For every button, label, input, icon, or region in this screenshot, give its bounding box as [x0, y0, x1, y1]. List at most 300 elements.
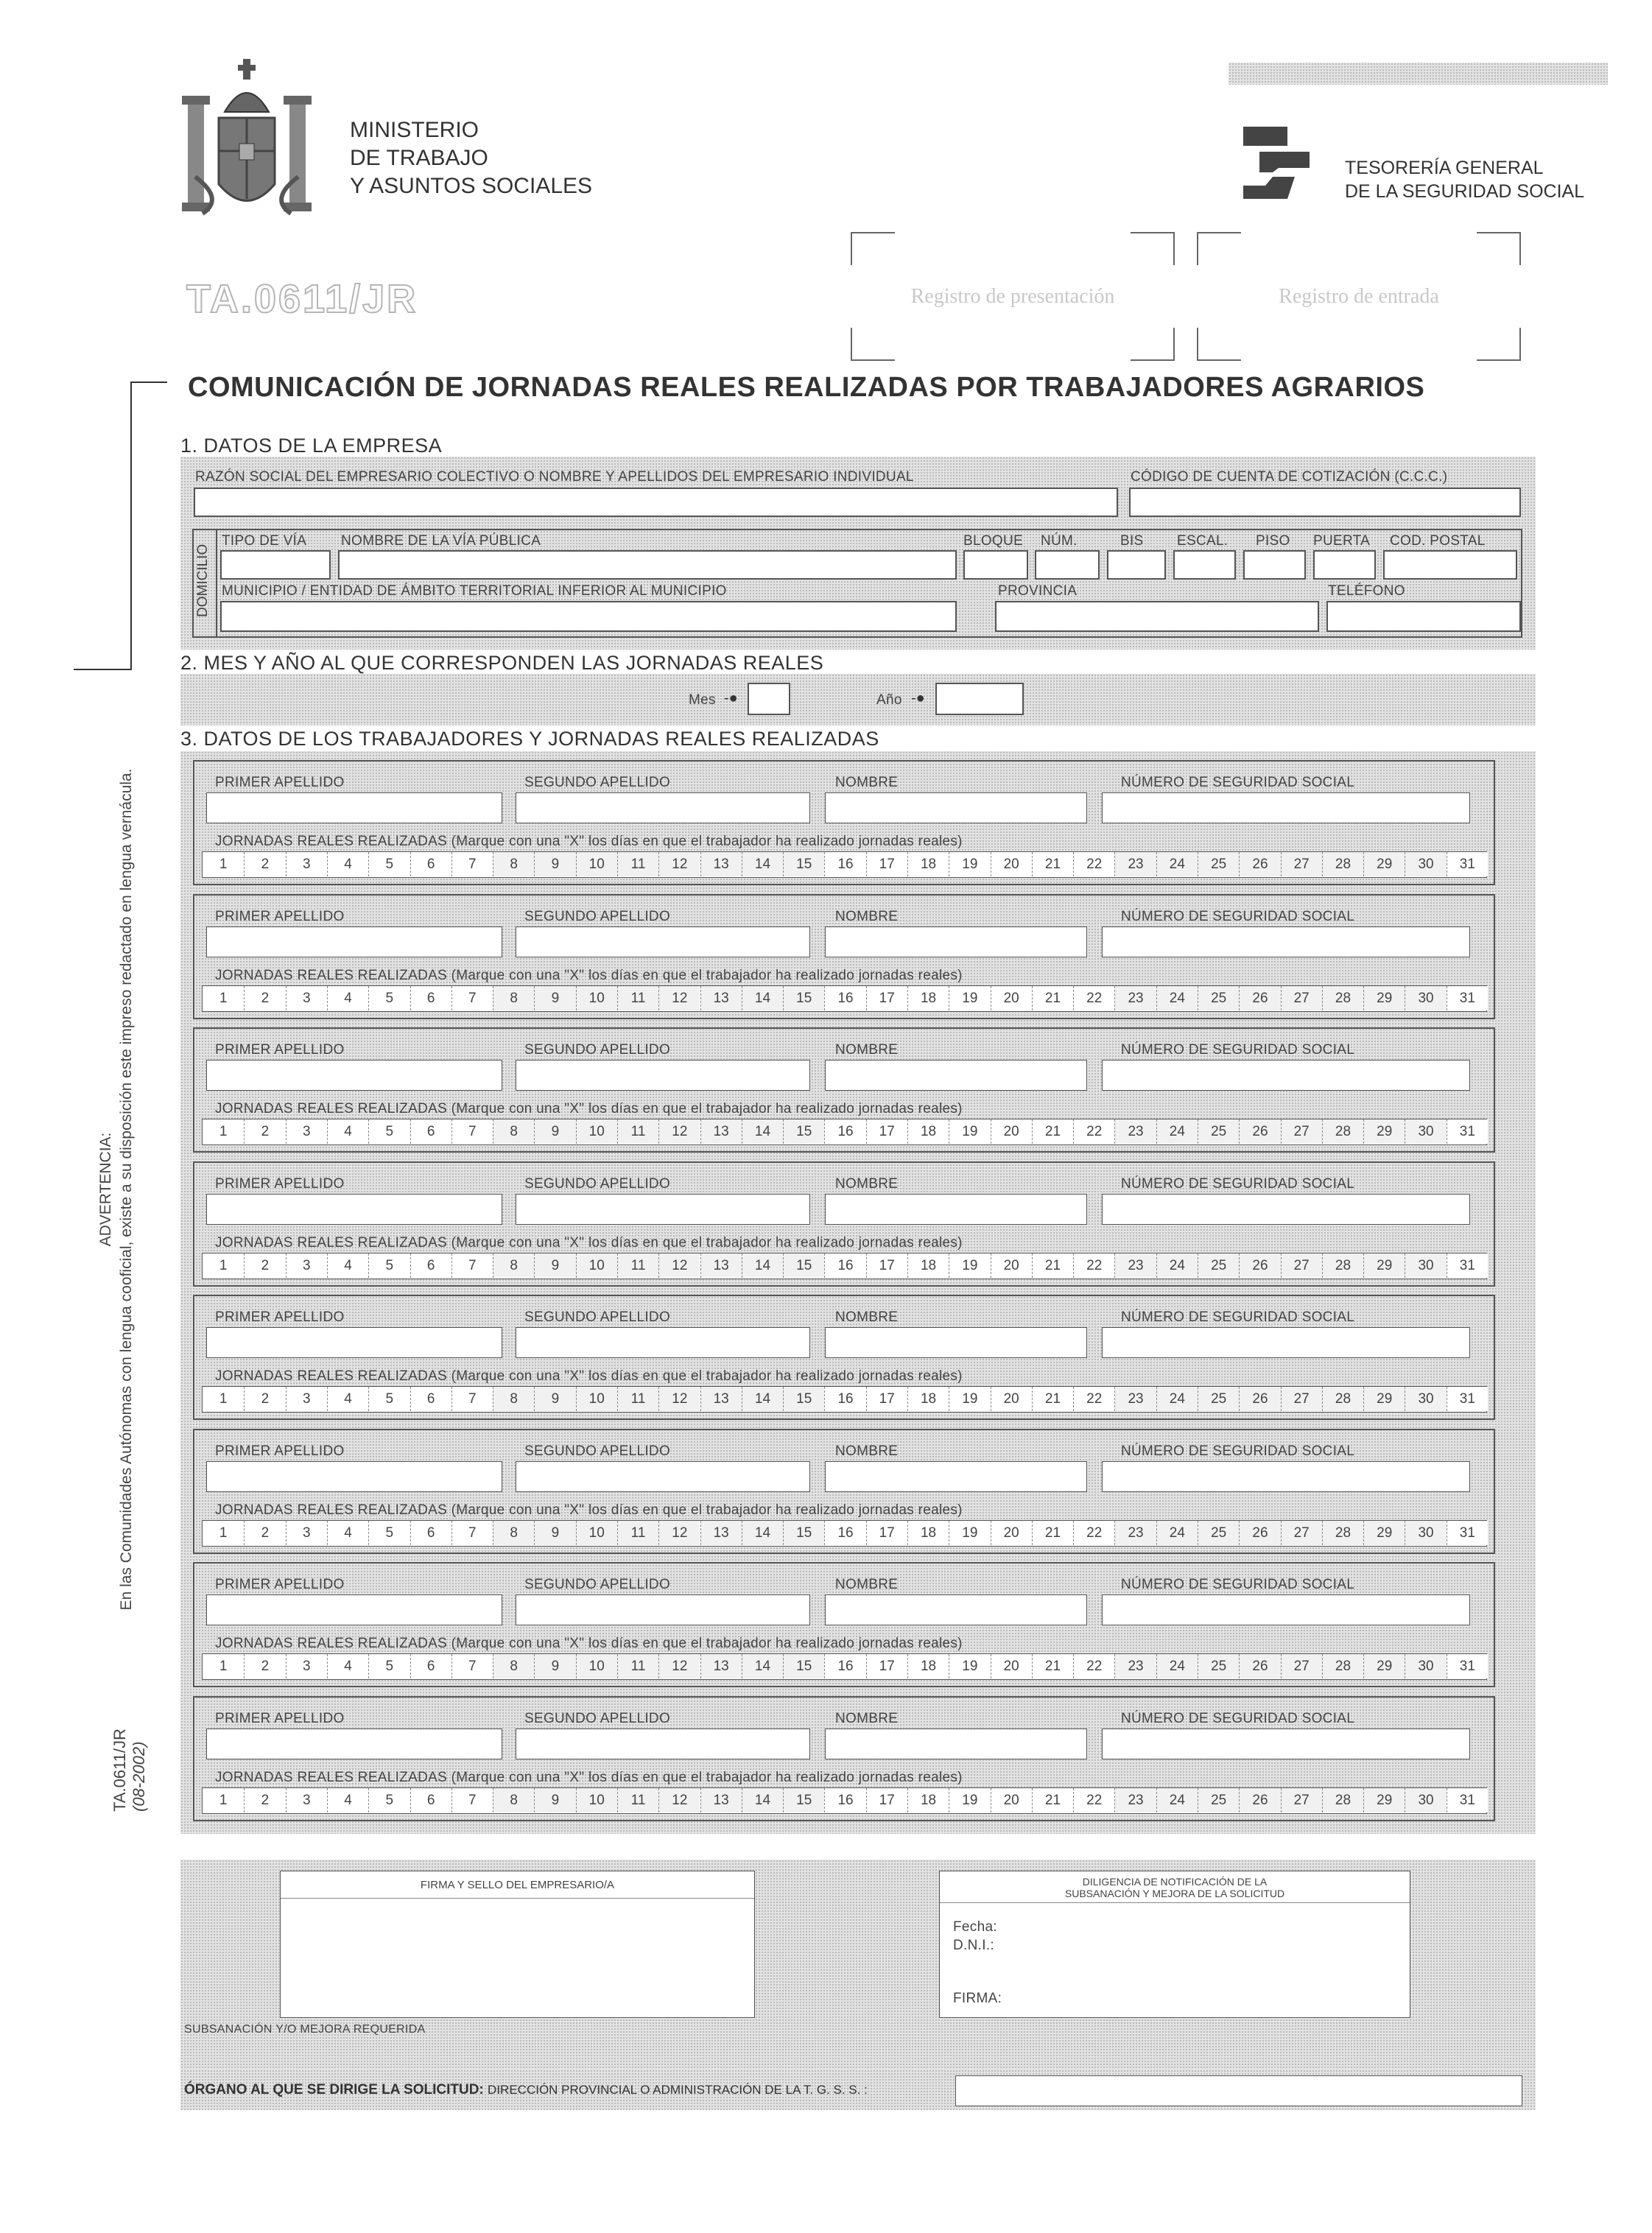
day-checkbox-22[interactable]: 22 [1073, 1119, 1114, 1144]
day-checkbox-25[interactable]: 25 [1198, 986, 1239, 1010]
nombre-via-field[interactable] [338, 550, 957, 580]
day-checkbox-9[interactable]: 9 [534, 1521, 575, 1545]
segundo-apellido-field[interactable] [516, 1594, 810, 1625]
day-checkbox-16[interactable]: 16 [824, 1119, 865, 1144]
day-checkbox-10[interactable]: 10 [576, 1521, 617, 1545]
segundo-apellido-field[interactable] [516, 1327, 810, 1358]
day-checkbox-11[interactable]: 11 [617, 1387, 658, 1411]
day-checkbox-8[interactable]: 8 [493, 1788, 534, 1812]
nss-field[interactable] [1102, 1060, 1470, 1091]
day-checkbox-20[interactable]: 20 [991, 1119, 1032, 1144]
primer-apellido-field[interactable] [206, 1060, 502, 1091]
day-checkbox-28[interactable]: 28 [1322, 1521, 1363, 1545]
day-checkbox-20[interactable]: 20 [991, 1654, 1032, 1678]
day-checkbox-24[interactable]: 24 [1156, 1654, 1198, 1678]
day-checkbox-6[interactable]: 6 [410, 1387, 451, 1411]
nombre-field[interactable] [825, 792, 1087, 823]
day-checkbox-26[interactable]: 26 [1239, 1253, 1280, 1278]
day-checkbox-26[interactable]: 26 [1239, 1788, 1280, 1812]
day-checkbox-11[interactable]: 11 [617, 1788, 658, 1812]
day-checkbox-30[interactable]: 30 [1405, 986, 1446, 1010]
day-checkbox-1[interactable]: 1 [203, 1521, 244, 1545]
day-checkbox-7[interactable]: 7 [451, 986, 493, 1010]
day-checkbox-2[interactable]: 2 [244, 1788, 285, 1812]
day-checkbox-12[interactable]: 12 [658, 852, 700, 876]
day-checkbox-17[interactable]: 17 [866, 1788, 907, 1812]
day-checkbox-14[interactable]: 14 [742, 1253, 783, 1278]
day-checkbox-3[interactable]: 3 [286, 1654, 327, 1678]
day-checkbox-27[interactable]: 27 [1281, 1387, 1322, 1411]
day-checkbox-15[interactable]: 15 [783, 1788, 824, 1812]
day-checkbox-12[interactable]: 12 [658, 1521, 700, 1545]
firma-sello-box[interactable] [280, 1871, 755, 2018]
day-checkbox-21[interactable]: 21 [1032, 1654, 1073, 1678]
day-checkbox-12[interactable]: 12 [658, 1119, 700, 1144]
day-checkbox-9[interactable]: 9 [534, 1119, 575, 1144]
day-checkbox-8[interactable]: 8 [493, 1654, 534, 1678]
nss-field[interactable] [1102, 1327, 1470, 1358]
day-checkbox-21[interactable]: 21 [1032, 1788, 1073, 1812]
day-checkbox-19[interactable]: 19 [949, 1387, 990, 1411]
day-checkbox-21[interactable]: 21 [1032, 1387, 1073, 1411]
day-checkbox-19[interactable]: 19 [949, 1253, 990, 1278]
day-checkbox-2[interactable]: 2 [244, 1119, 285, 1144]
day-checkbox-3[interactable]: 3 [286, 1387, 327, 1411]
day-checkbox-25[interactable]: 25 [1198, 852, 1239, 876]
day-checkbox-10[interactable]: 10 [576, 1119, 617, 1144]
day-checkbox-15[interactable]: 15 [783, 1253, 824, 1278]
day-checkbox-5[interactable]: 5 [368, 1788, 410, 1812]
day-checkbox-19[interactable]: 19 [949, 986, 990, 1010]
day-checkbox-28[interactable]: 28 [1322, 1788, 1363, 1812]
day-checkbox-26[interactable]: 26 [1239, 1119, 1280, 1144]
day-checkbox-13[interactable]: 13 [700, 1788, 742, 1812]
day-checkbox-23[interactable]: 23 [1114, 986, 1156, 1010]
day-checkbox-1[interactable]: 1 [203, 1654, 244, 1678]
day-checkbox-16[interactable]: 16 [824, 1788, 865, 1812]
day-checkbox-12[interactable]: 12 [658, 986, 700, 1010]
day-checkbox-18[interactable]: 18 [907, 1521, 949, 1545]
day-checkbox-30[interactable]: 30 [1405, 1788, 1446, 1812]
day-checkbox-17[interactable]: 17 [866, 1119, 907, 1144]
bloque-field[interactable] [963, 550, 1028, 580]
day-checkbox-13[interactable]: 13 [700, 1521, 742, 1545]
num-field[interactable] [1035, 550, 1100, 580]
day-checkbox-3[interactable]: 3 [286, 852, 327, 876]
day-checkbox-22[interactable]: 22 [1073, 1521, 1114, 1545]
day-checkbox-10[interactable]: 10 [576, 986, 617, 1010]
day-checkbox-29[interactable]: 29 [1363, 1253, 1405, 1278]
razon-social-field[interactable] [194, 488, 1118, 517]
day-checkbox-7[interactable]: 7 [451, 1387, 493, 1411]
day-checkbox-16[interactable]: 16 [824, 1387, 865, 1411]
day-checkbox-6[interactable]: 6 [410, 1253, 451, 1278]
day-checkbox-27[interactable]: 27 [1281, 1119, 1322, 1144]
day-checkbox-27[interactable]: 27 [1281, 1521, 1322, 1545]
day-checkbox-3[interactable]: 3 [286, 1521, 327, 1545]
day-checkbox-14[interactable]: 14 [742, 1788, 783, 1812]
day-checkbox-6[interactable]: 6 [410, 1654, 451, 1678]
day-checkbox-22[interactable]: 22 [1073, 1654, 1114, 1678]
day-checkbox-22[interactable]: 22 [1073, 986, 1114, 1010]
organo-field[interactable] [955, 2075, 1522, 2106]
day-checkbox-6[interactable]: 6 [410, 1119, 451, 1144]
day-checkbox-20[interactable]: 20 [991, 1788, 1032, 1812]
day-checkbox-10[interactable]: 10 [576, 1387, 617, 1411]
day-checkbox-26[interactable]: 26 [1239, 852, 1280, 876]
day-checkbox-9[interactable]: 9 [534, 852, 575, 876]
day-checkbox-30[interactable]: 30 [1405, 1387, 1446, 1411]
day-checkbox-9[interactable]: 9 [534, 1654, 575, 1678]
municipio-field[interactable] [220, 601, 957, 632]
day-checkbox-30[interactable]: 30 [1405, 1119, 1446, 1144]
day-checkbox-21[interactable]: 21 [1032, 852, 1073, 876]
day-checkbox-24[interactable]: 24 [1156, 1521, 1198, 1545]
nombre-field[interactable] [825, 926, 1087, 957]
day-checkbox-19[interactable]: 19 [949, 1654, 990, 1678]
day-checkbox-28[interactable]: 28 [1322, 1387, 1363, 1411]
day-checkbox-5[interactable]: 5 [368, 1654, 410, 1678]
day-checkbox-30[interactable]: 30 [1405, 1253, 1446, 1278]
segundo-apellido-field[interactable] [516, 1729, 810, 1759]
day-checkbox-5[interactable]: 5 [368, 1387, 410, 1411]
day-checkbox-12[interactable]: 12 [658, 1253, 700, 1278]
day-checkbox-17[interactable]: 17 [866, 1654, 907, 1678]
day-checkbox-8[interactable]: 8 [493, 1521, 534, 1545]
nombre-field[interactable] [825, 1729, 1087, 1759]
day-checkbox-14[interactable]: 14 [742, 852, 783, 876]
day-checkbox-21[interactable]: 21 [1032, 986, 1073, 1010]
primer-apellido-field[interactable] [206, 1461, 502, 1492]
day-checkbox-17[interactable]: 17 [866, 986, 907, 1010]
day-checkbox-4[interactable]: 4 [327, 986, 368, 1010]
day-checkbox-18[interactable]: 18 [907, 1253, 949, 1278]
day-checkbox-11[interactable]: 11 [617, 986, 658, 1010]
day-checkbox-19[interactable]: 19 [949, 1521, 990, 1545]
puerta-field[interactable] [1313, 550, 1376, 580]
day-checkbox-11[interactable]: 11 [617, 1253, 658, 1278]
day-checkbox-27[interactable]: 27 [1281, 852, 1322, 876]
ccc-field[interactable] [1129, 488, 1521, 517]
day-checkbox-7[interactable]: 7 [451, 852, 493, 876]
day-checkbox-21[interactable]: 21 [1032, 1253, 1073, 1278]
day-checkbox-14[interactable]: 14 [742, 1521, 783, 1545]
segundo-apellido-field[interactable] [516, 1060, 810, 1091]
day-checkbox-25[interactable]: 25 [1198, 1521, 1239, 1545]
day-checkbox-15[interactable]: 15 [783, 852, 824, 876]
day-checkbox-1[interactable]: 1 [203, 986, 244, 1010]
day-checkbox-11[interactable]: 11 [617, 1521, 658, 1545]
day-checkbox-4[interactable]: 4 [327, 1788, 368, 1812]
day-checkbox-31[interactable]: 31 [1447, 1387, 1488, 1411]
day-checkbox-24[interactable]: 24 [1156, 986, 1198, 1010]
day-checkbox-5[interactable]: 5 [368, 1521, 410, 1545]
day-checkbox-28[interactable]: 28 [1322, 986, 1363, 1010]
day-checkbox-13[interactable]: 13 [700, 1119, 742, 1144]
day-checkbox-2[interactable]: 2 [244, 1521, 285, 1545]
day-checkbox-15[interactable]: 15 [783, 1387, 824, 1411]
day-checkbox-17[interactable]: 17 [866, 1521, 907, 1545]
primer-apellido-field[interactable] [206, 792, 502, 823]
day-checkbox-25[interactable]: 25 [1198, 1387, 1239, 1411]
nombre-field[interactable] [825, 1194, 1087, 1225]
day-checkbox-20[interactable]: 20 [991, 1253, 1032, 1278]
day-checkbox-13[interactable]: 13 [700, 1387, 742, 1411]
day-checkbox-1[interactable]: 1 [203, 1387, 244, 1411]
day-checkbox-31[interactable]: 31 [1447, 1788, 1488, 1812]
day-checkbox-18[interactable]: 18 [907, 1119, 949, 1144]
day-checkbox-4[interactable]: 4 [327, 1253, 368, 1278]
day-checkbox-23[interactable]: 23 [1114, 1521, 1156, 1545]
day-checkbox-15[interactable]: 15 [783, 986, 824, 1010]
day-checkbox-8[interactable]: 8 [493, 1387, 534, 1411]
day-checkbox-10[interactable]: 10 [576, 1788, 617, 1812]
segundo-apellido-field[interactable] [516, 926, 810, 957]
day-checkbox-20[interactable]: 20 [991, 1521, 1032, 1545]
day-checkbox-21[interactable]: 21 [1032, 1521, 1073, 1545]
segundo-apellido-field[interactable] [516, 792, 810, 823]
day-checkbox-19[interactable]: 19 [949, 1788, 990, 1812]
escal-field[interactable] [1173, 550, 1236, 580]
day-checkbox-30[interactable]: 30 [1405, 1654, 1446, 1678]
day-checkbox-19[interactable]: 19 [949, 1119, 990, 1144]
day-checkbox-17[interactable]: 17 [866, 852, 907, 876]
day-checkbox-28[interactable]: 28 [1322, 1654, 1363, 1678]
day-checkbox-11[interactable]: 11 [617, 1654, 658, 1678]
day-checkbox-29[interactable]: 29 [1363, 1788, 1405, 1812]
day-checkbox-14[interactable]: 14 [742, 1387, 783, 1411]
day-checkbox-24[interactable]: 24 [1156, 1253, 1198, 1278]
day-checkbox-28[interactable]: 28 [1322, 1253, 1363, 1278]
day-checkbox-5[interactable]: 5 [368, 1119, 410, 1144]
bis-field[interactable] [1107, 550, 1166, 580]
day-checkbox-26[interactable]: 26 [1239, 1654, 1280, 1678]
day-checkbox-27[interactable]: 27 [1281, 1654, 1322, 1678]
day-checkbox-16[interactable]: 16 [824, 852, 865, 876]
nss-field[interactable] [1102, 1461, 1470, 1492]
day-checkbox-12[interactable]: 12 [658, 1387, 700, 1411]
day-checkbox-26[interactable]: 26 [1239, 1521, 1280, 1545]
day-checkbox-13[interactable]: 13 [700, 852, 742, 876]
day-checkbox-4[interactable]: 4 [327, 1119, 368, 1144]
day-checkbox-30[interactable]: 30 [1405, 1521, 1446, 1545]
day-checkbox-16[interactable]: 16 [824, 1521, 865, 1545]
day-checkbox-1[interactable]: 1 [203, 1253, 244, 1278]
day-checkbox-21[interactable]: 21 [1032, 1119, 1073, 1144]
day-checkbox-7[interactable]: 7 [451, 1119, 493, 1144]
primer-apellido-field[interactable] [206, 926, 502, 957]
registro-entrada-box[interactable] [1197, 232, 1521, 361]
day-checkbox-6[interactable]: 6 [410, 1788, 451, 1812]
day-checkbox-10[interactable]: 10 [576, 1654, 617, 1678]
day-checkbox-7[interactable]: 7 [451, 1788, 493, 1812]
day-checkbox-15[interactable]: 15 [783, 1119, 824, 1144]
subsanacion-panel[interactable] [180, 2022, 1536, 2070]
day-checkbox-14[interactable]: 14 [742, 1119, 783, 1144]
day-checkbox-14[interactable]: 14 [742, 1654, 783, 1678]
day-checkbox-5[interactable]: 5 [368, 1253, 410, 1278]
telefono-field[interactable] [1326, 601, 1521, 632]
nombre-field[interactable] [825, 1327, 1087, 1358]
day-checkbox-25[interactable]: 25 [1198, 1788, 1239, 1812]
day-checkbox-29[interactable]: 29 [1363, 1387, 1405, 1411]
day-checkbox-2[interactable]: 2 [244, 1387, 285, 1411]
day-checkbox-23[interactable]: 23 [1114, 1387, 1156, 1411]
day-checkbox-23[interactable]: 23 [1114, 1654, 1156, 1678]
day-checkbox-19[interactable]: 19 [949, 852, 990, 876]
day-checkbox-5[interactable]: 5 [368, 852, 410, 876]
day-checkbox-25[interactable]: 25 [1198, 1119, 1239, 1144]
day-checkbox-25[interactable]: 25 [1198, 1253, 1239, 1278]
day-checkbox-23[interactable]: 23 [1114, 1119, 1156, 1144]
day-checkbox-12[interactable]: 12 [658, 1788, 700, 1812]
segundo-apellido-field[interactable] [516, 1194, 810, 1225]
day-checkbox-22[interactable]: 22 [1073, 1788, 1114, 1812]
day-checkbox-24[interactable]: 24 [1156, 1119, 1198, 1144]
day-checkbox-26[interactable]: 26 [1239, 986, 1280, 1010]
provincia-field[interactable] [995, 601, 1319, 632]
day-checkbox-4[interactable]: 4 [327, 1654, 368, 1678]
diligencia-box[interactable] [939, 1871, 1410, 2018]
day-checkbox-4[interactable]: 4 [327, 1521, 368, 1545]
day-checkbox-8[interactable]: 8 [493, 852, 534, 876]
nombre-field[interactable] [825, 1594, 1087, 1625]
nombre-field[interactable] [825, 1461, 1087, 1492]
day-checkbox-16[interactable]: 16 [824, 986, 865, 1010]
day-checkbox-22[interactable]: 22 [1073, 852, 1114, 876]
day-checkbox-3[interactable]: 3 [286, 1253, 327, 1278]
day-checkbox-2[interactable]: 2 [244, 986, 285, 1010]
day-checkbox-24[interactable]: 24 [1156, 1387, 1198, 1411]
day-checkbox-17[interactable]: 17 [866, 1253, 907, 1278]
day-checkbox-23[interactable]: 23 [1114, 1788, 1156, 1812]
day-checkbox-2[interactable]: 2 [244, 1253, 285, 1278]
day-checkbox-5[interactable]: 5 [368, 986, 410, 1010]
day-checkbox-31[interactable]: 31 [1447, 1654, 1488, 1678]
day-checkbox-25[interactable]: 25 [1198, 1654, 1239, 1678]
day-checkbox-28[interactable]: 28 [1322, 852, 1363, 876]
day-checkbox-8[interactable]: 8 [493, 1119, 534, 1144]
cod-postal-field[interactable] [1383, 550, 1517, 580]
day-checkbox-10[interactable]: 10 [576, 852, 617, 876]
day-checkbox-16[interactable]: 16 [824, 1654, 865, 1678]
day-checkbox-7[interactable]: 7 [451, 1253, 493, 1278]
day-checkbox-20[interactable]: 20 [991, 986, 1032, 1010]
day-checkbox-18[interactable]: 18 [907, 1387, 949, 1411]
day-checkbox-31[interactable]: 31 [1447, 1521, 1488, 1545]
day-checkbox-15[interactable]: 15 [783, 1654, 824, 1678]
day-checkbox-8[interactable]: 8 [493, 1253, 534, 1278]
day-checkbox-3[interactable]: 3 [286, 1119, 327, 1144]
day-checkbox-30[interactable]: 30 [1405, 852, 1446, 876]
day-checkbox-11[interactable]: 11 [617, 852, 658, 876]
day-checkbox-4[interactable]: 4 [327, 852, 368, 876]
day-checkbox-31[interactable]: 31 [1447, 1253, 1488, 1278]
day-checkbox-29[interactable]: 29 [1363, 1119, 1405, 1144]
day-checkbox-9[interactable]: 9 [534, 1788, 575, 1812]
segundo-apellido-field[interactable] [516, 1461, 810, 1492]
day-checkbox-31[interactable]: 31 [1447, 852, 1488, 876]
day-checkbox-27[interactable]: 27 [1281, 1788, 1322, 1812]
nss-field[interactable] [1102, 1729, 1470, 1759]
day-checkbox-15[interactable]: 15 [783, 1521, 824, 1545]
day-checkbox-14[interactable]: 14 [742, 986, 783, 1010]
nss-field[interactable] [1102, 926, 1470, 957]
day-checkbox-4[interactable]: 4 [327, 1387, 368, 1411]
day-checkbox-13[interactable]: 13 [700, 986, 742, 1010]
day-checkbox-17[interactable]: 17 [866, 1387, 907, 1411]
day-checkbox-20[interactable]: 20 [991, 1387, 1032, 1411]
day-checkbox-8[interactable]: 8 [493, 986, 534, 1010]
nombre-field[interactable] [825, 1060, 1087, 1091]
day-checkbox-16[interactable]: 16 [824, 1253, 865, 1278]
day-checkbox-18[interactable]: 18 [907, 1788, 949, 1812]
day-checkbox-1[interactable]: 1 [203, 1119, 244, 1144]
day-checkbox-1[interactable]: 1 [203, 852, 244, 876]
day-checkbox-18[interactable]: 18 [907, 986, 949, 1010]
day-checkbox-11[interactable]: 11 [617, 1119, 658, 1144]
day-checkbox-26[interactable]: 26 [1239, 1387, 1280, 1411]
day-checkbox-6[interactable]: 6 [410, 986, 451, 1010]
day-checkbox-23[interactable]: 23 [1114, 1253, 1156, 1278]
anio-field[interactable] [935, 683, 1024, 715]
primer-apellido-field[interactable] [206, 1594, 502, 1625]
day-checkbox-13[interactable]: 13 [700, 1253, 742, 1278]
nss-field[interactable] [1102, 792, 1470, 823]
day-checkbox-2[interactable]: 2 [244, 1654, 285, 1678]
day-checkbox-28[interactable]: 28 [1322, 1119, 1363, 1144]
day-checkbox-24[interactable]: 24 [1156, 852, 1198, 876]
day-checkbox-3[interactable]: 3 [286, 1788, 327, 1812]
piso-field[interactable] [1243, 550, 1306, 580]
nss-field[interactable] [1102, 1594, 1470, 1625]
day-checkbox-9[interactable]: 9 [534, 1387, 575, 1411]
primer-apellido-field[interactable] [206, 1194, 502, 1225]
primer-apellido-field[interactable] [206, 1327, 502, 1358]
day-checkbox-6[interactable]: 6 [410, 1521, 451, 1545]
day-checkbox-13[interactable]: 13 [700, 1654, 742, 1678]
day-checkbox-24[interactable]: 24 [1156, 1788, 1198, 1812]
day-checkbox-3[interactable]: 3 [286, 986, 327, 1010]
day-checkbox-1[interactable]: 1 [203, 1788, 244, 1812]
day-checkbox-6[interactable]: 6 [410, 852, 451, 876]
day-checkbox-31[interactable]: 31 [1447, 1119, 1488, 1144]
day-checkbox-20[interactable]: 20 [991, 852, 1032, 876]
day-checkbox-2[interactable]: 2 [244, 852, 285, 876]
day-checkbox-10[interactable]: 10 [576, 1253, 617, 1278]
day-checkbox-22[interactable]: 22 [1073, 1253, 1114, 1278]
mes-field[interactable] [748, 683, 790, 715]
tipo-via-field[interactable] [220, 550, 331, 580]
day-checkbox-9[interactable]: 9 [534, 1253, 575, 1278]
day-checkbox-23[interactable]: 23 [1114, 852, 1156, 876]
primer-apellido-field[interactable] [206, 1729, 502, 1759]
day-checkbox-27[interactable]: 27 [1281, 1253, 1322, 1278]
day-checkbox-29[interactable]: 29 [1363, 986, 1405, 1010]
nss-field[interactable] [1102, 1194, 1470, 1225]
day-checkbox-7[interactable]: 7 [451, 1521, 493, 1545]
day-checkbox-9[interactable]: 9 [534, 986, 575, 1010]
registro-presentacion-box[interactable] [851, 232, 1175, 361]
day-checkbox-27[interactable]: 27 [1281, 986, 1322, 1010]
day-checkbox-18[interactable]: 18 [907, 852, 949, 876]
day-checkbox-22[interactable]: 22 [1073, 1387, 1114, 1411]
day-checkbox-18[interactable]: 18 [907, 1654, 949, 1678]
day-checkbox-29[interactable]: 29 [1363, 1521, 1405, 1545]
day-checkbox-29[interactable]: 29 [1363, 852, 1405, 876]
day-checkbox-12[interactable]: 12 [658, 1654, 700, 1678]
day-checkbox-31[interactable]: 31 [1447, 986, 1488, 1010]
